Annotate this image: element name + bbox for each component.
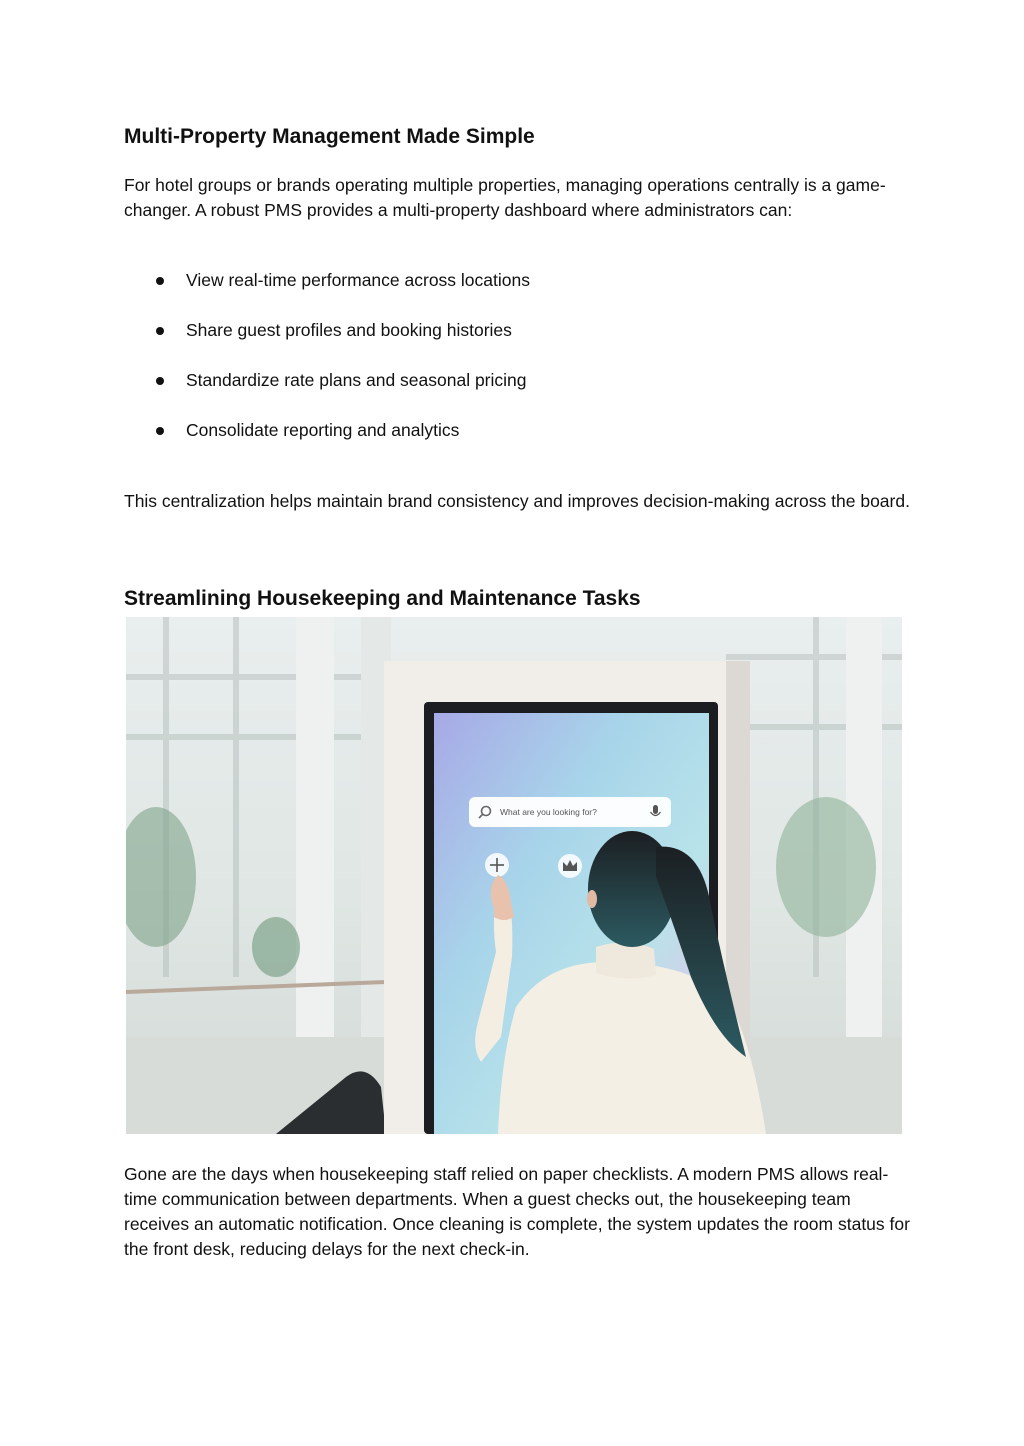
kiosk-photo bbox=[126, 617, 902, 1134]
list-item bbox=[124, 368, 824, 418]
list-item bbox=[124, 268, 824, 318]
section-heading-housekeeping: Streamlining Housekeeping and Maintenance Tasks bbox=[124, 587, 641, 610]
kiosk-mic-icon bbox=[653, 805, 658, 814]
bullet-icon bbox=[156, 427, 164, 435]
woman-neck bbox=[596, 942, 656, 978]
list-item-text: Share guest profiles and booking histories bbox=[186, 320, 512, 340]
section-heading-multi-property: Multi-Property Management Made Simple bbox=[124, 125, 535, 148]
list-item bbox=[124, 318, 824, 368]
housekeeping-paragraph: Gone are the days when housekeeping staff relied on paper checklists. A modern PMS allows real-time communication between departments. When a guest checks out, the housekeeping team receives an automatic notification. Once cleaning is complete, the system updates the room status for the front desk, reducing delays for the next check-in. bbox=[124, 1164, 910, 1259]
kiosk-search-placeholder: What are you looking for? bbox=[500, 807, 597, 817]
conclusion-paragraph: This centralization helps maintain brand consistency and improves decision-making across the board. bbox=[124, 491, 910, 511]
woman-ear bbox=[587, 890, 597, 908]
list-item-text: Consolidate reporting and analytics bbox=[186, 420, 460, 440]
pillar-left bbox=[296, 617, 334, 1037]
bullet-icon bbox=[156, 277, 164, 285]
bullet-icon bbox=[156, 327, 164, 335]
list-item-text: Standardize rate plans and seasonal pricing bbox=[186, 370, 527, 390]
list-item bbox=[124, 418, 824, 468]
list-item-text: View real-time performance across locations bbox=[186, 270, 530, 290]
feature-list bbox=[124, 268, 824, 468]
intro-paragraph: For hotel groups or brands operating multiple properties, managing operations centrally is a game-changer. A robust PMS provides a multi-property dashboard where administrators can: bbox=[124, 175, 886, 220]
bullet-icon bbox=[156, 377, 164, 385]
